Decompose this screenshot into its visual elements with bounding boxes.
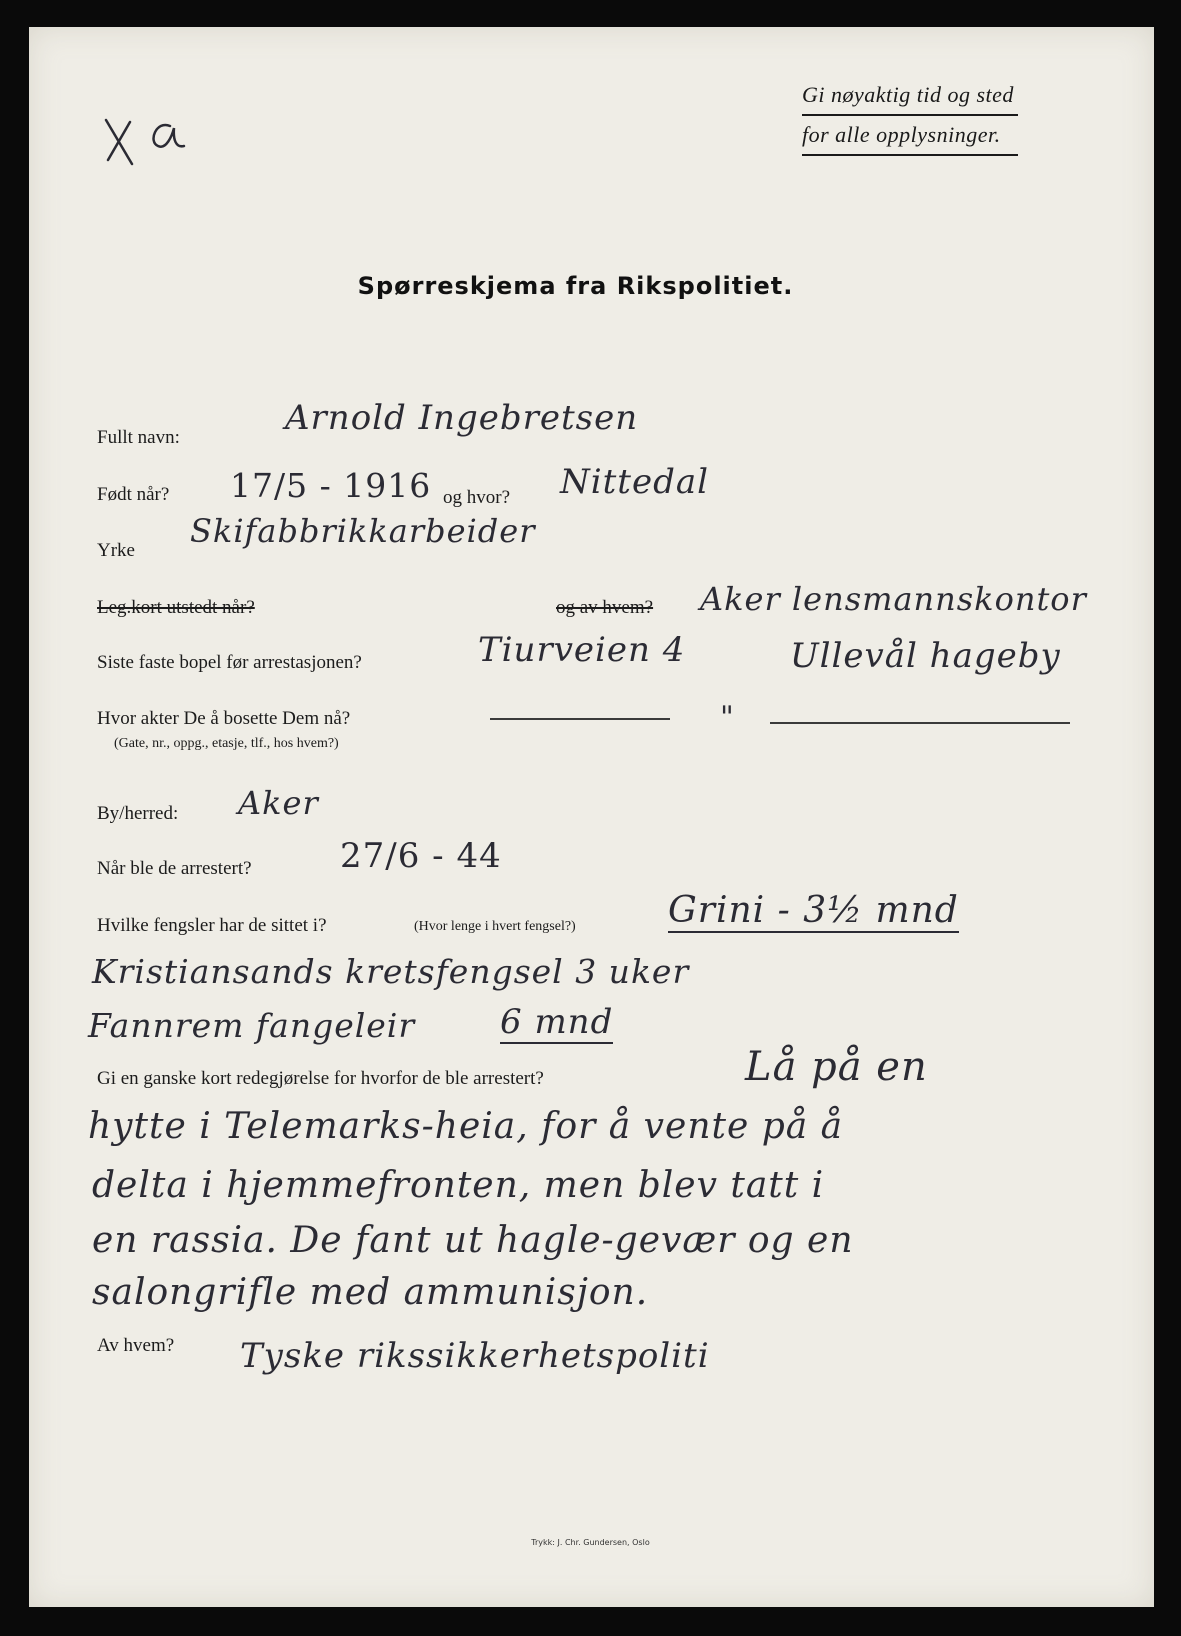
printer-imprint: Trykk: J. Chr. Gundersen, Oslo — [531, 1538, 650, 1547]
value-prisons-3b: 6 mnd — [500, 1002, 614, 1042]
notice-line-1: Gi nøyaktig tid og sted — [802, 76, 1018, 116]
value-born-when: 17/5 - 1916 — [230, 466, 432, 505]
label-reason: Gi en ganske kort redegjørelse for hvorfor de ble arrestert? — [97, 1068, 544, 1089]
label-id-card-when: Leg.kort utstedt når? — [97, 597, 255, 618]
label-arrested-when: Når ble de arrestert? — [97, 858, 252, 879]
form-title: Spørreskjema fra Rikspolitiet. — [357, 272, 794, 300]
value-arrested-when: 27/6 - 44 — [340, 836, 502, 876]
notice-line-2: for alle opplysninger. — [802, 116, 1018, 156]
value-prisons-2: Kristiansands kretsfengsel 3 uker — [92, 952, 690, 991]
label-municipality: By/herred: — [97, 803, 179, 824]
label-prisons: Hvilke fengsler har de sittet i? — [97, 915, 327, 936]
dash-line-1 — [490, 718, 670, 720]
x-a-mark-icon — [100, 112, 190, 172]
corner-mark — [100, 112, 190, 177]
value-reason-line-2: delta i hjemmefronten, men blev tatt i — [92, 1165, 825, 1206]
hint-settle-where: (Gate, nr., oppg., etasje, tlf., hos hvem?) — [114, 736, 339, 751]
value-last-address: Tiurveien 4 — [478, 630, 686, 670]
value-last-address-2: Ullevål hageby — [790, 636, 1061, 676]
label-born-when: Født når? — [97, 484, 170, 505]
label-last-address: Siste faste bopel før arrestasjonen? — [97, 652, 362, 673]
value-reason-line-4: salongrifle med ammunisjon. — [92, 1272, 649, 1313]
value-reason-line-1: hytte i Telemarks-heia, for å vente på å — [88, 1106, 844, 1147]
notice-box — [802, 76, 1018, 156]
label-id-card-by: og av hvem? — [556, 597, 654, 618]
value-municipality: Aker — [238, 784, 319, 822]
label-by-whom: Av hvem? — [97, 1335, 175, 1356]
value-prisons-3a: Fannrem fangeleir — [88, 1006, 416, 1045]
label-full-name: Fullt navn: — [97, 427, 180, 448]
value-prisons-1: Grini - 3½ mnd — [668, 890, 959, 931]
value-reason-start: Lå på en — [745, 1044, 928, 1090]
label-born-where: og hvor? — [443, 487, 511, 508]
value-full-name: Arnold Ingebretsen — [285, 398, 639, 438]
value-reason-line-3: en rassia. De fant ut hagle-gevær og en — [92, 1220, 854, 1261]
value-occupation: Skifabbrikkarbeider — [190, 512, 536, 550]
label-settle-where: Hvor akter De å bosette Dem nå? — [97, 708, 351, 729]
value-born-where: Nittedal — [560, 462, 709, 502]
label-occupation: Yrke — [97, 540, 135, 561]
value-settle-where: " — [720, 700, 735, 735]
dash-line-2 — [770, 722, 1070, 724]
value-by-whom: Tyske rikssikkerhetspoliti — [240, 1336, 710, 1376]
hint-prisons: (Hvor lenge i hvert fengsel?) — [414, 919, 576, 934]
value-id-card-by: Aker lensmannskontor — [700, 580, 1087, 618]
